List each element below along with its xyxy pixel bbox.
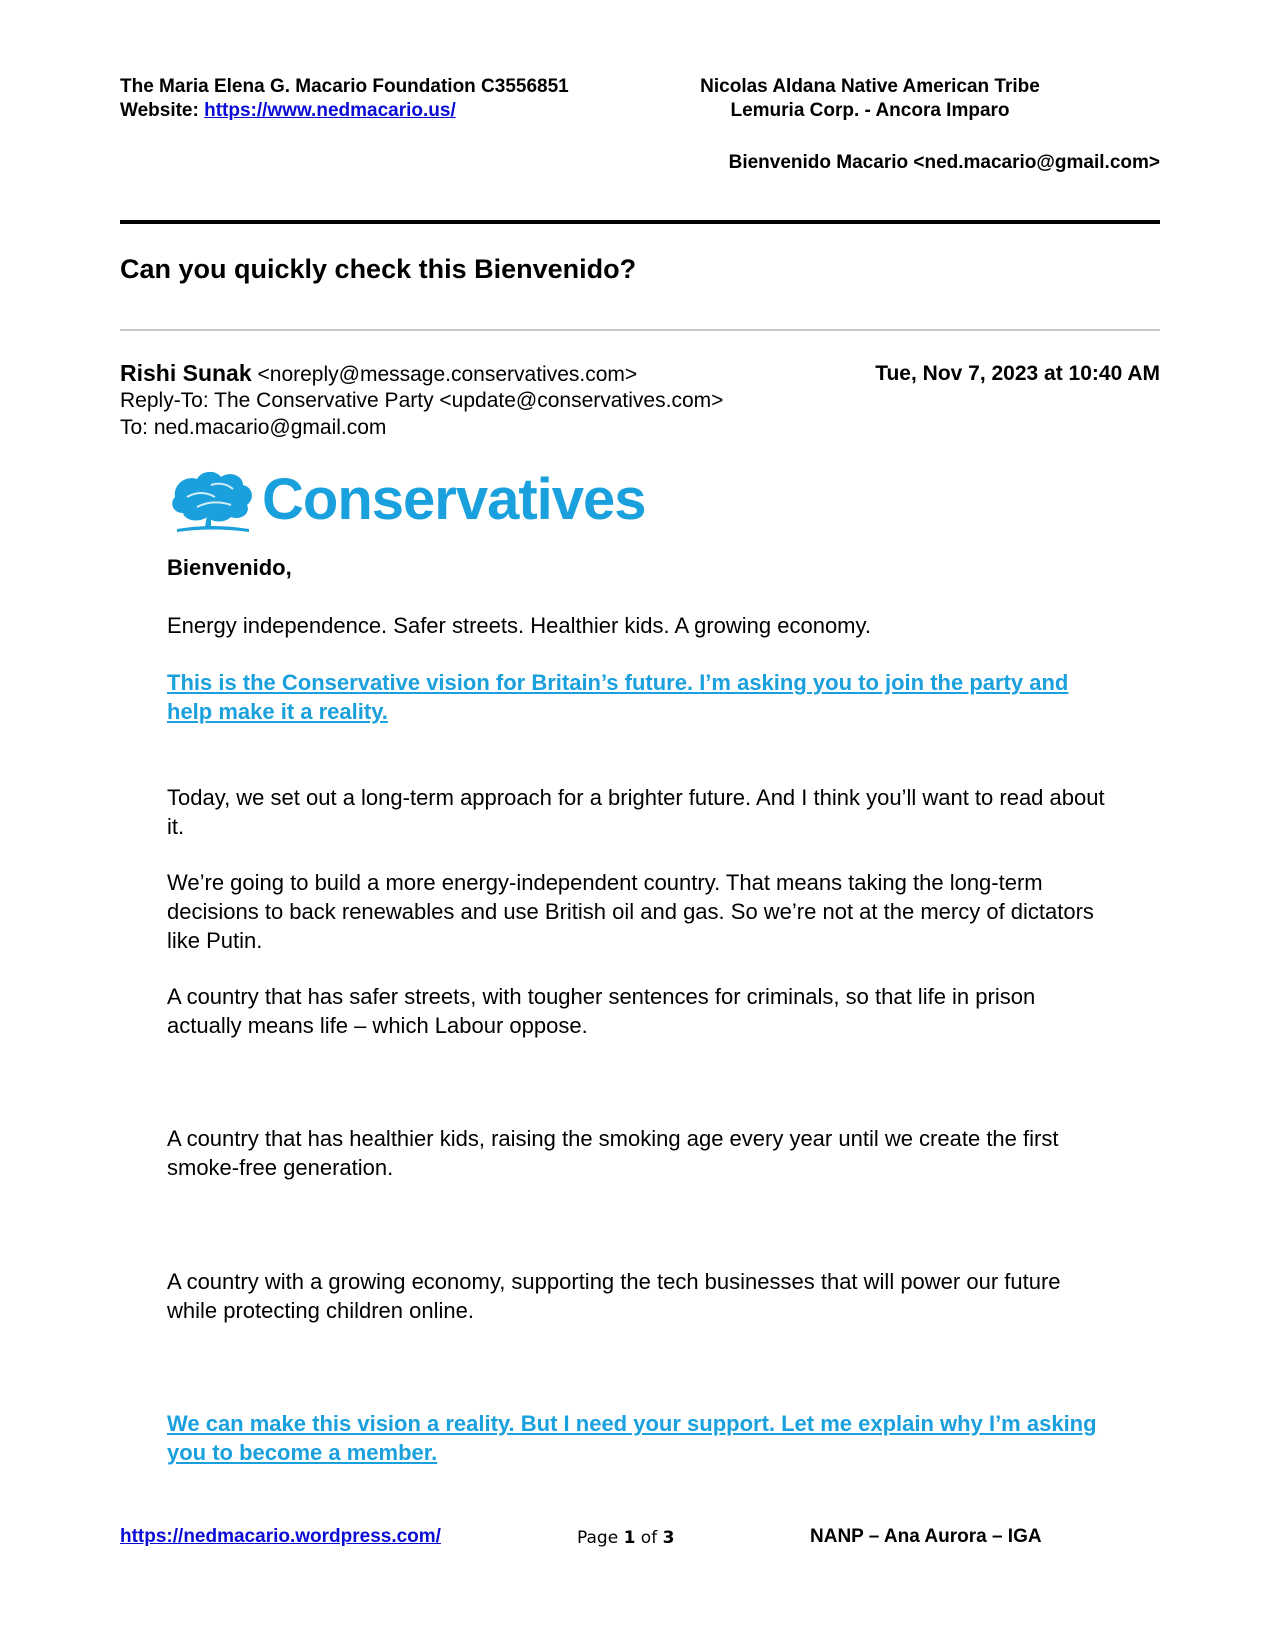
subject-divider xyxy=(120,329,1160,331)
website-link[interactable]: https://www.nedmacario.us/ xyxy=(204,100,456,121)
foundation-name: The Maria Elena G. Macario Foundation C3556851 xyxy=(120,76,569,97)
sender-name: Rishi Sunak xyxy=(120,360,252,386)
email-subject: Can you quickly check this Bienvenido? xyxy=(120,254,637,284)
page-number xyxy=(577,1528,674,1548)
join-party-link[interactable]: This is the Conservative vision for Britain’s future. I’m asking you to join the party and help make it a reality. xyxy=(167,670,1069,724)
header-divider xyxy=(120,220,1160,224)
conservatives-logo-text: Conservatives xyxy=(262,467,646,532)
footer-link-wrap xyxy=(120,1526,441,1548)
website-line xyxy=(120,99,456,123)
paragraph-energy: We’re going to build a more energy-independent country. That means taking the long-term decisions to back renewables and use British oil and gas. So we’re not at the mercy of dictators like Putin. xyxy=(167,870,1094,953)
page-current: 1 xyxy=(623,1528,636,1548)
greeting: Bienvenido, xyxy=(167,555,292,580)
page-prefix: Page xyxy=(577,1528,624,1548)
recipient: To: ned.macario@gmail.com xyxy=(120,416,387,439)
become-member-link[interactable]: We can make this vision a reality. But I need your support. Let me explain why I’m asking you to become a member. xyxy=(167,1411,1097,1465)
email-date: Tue, Nov 7, 2023 at 10:40 AM xyxy=(875,362,1160,385)
paragraph-approach: Today, we set out a long-term approach for a brighter future. And I think you’ll want to read about it. xyxy=(167,785,1105,839)
corp-name: Lemuria Corp. - Ancora Imparo xyxy=(730,100,1010,121)
reply-to: Reply-To: The Conservative Party <update@conservatives.com> xyxy=(120,389,724,412)
website-label: Website: xyxy=(120,100,205,121)
oak-tree-icon xyxy=(167,467,257,537)
intro-paragraph: Energy independence. Safer streets. Healthier kids. A growing economy. xyxy=(167,613,871,638)
tribe-name: Nicolas Aldana Native American Tribe xyxy=(700,76,1040,97)
paragraph-economy: A country with a growing economy, supporting the tech businesses that will power our future while protecting children online. xyxy=(167,1269,1061,1323)
footer-website-link[interactable]: https://nedmacario.wordpress.com/ xyxy=(120,1526,441,1547)
paragraph-kids: A country that has healthier kids, raising the smoking age every year until we create the first smoke-free generation. xyxy=(167,1126,1059,1180)
page-total: 3 xyxy=(662,1528,675,1548)
account-owner: Bienvenido Macario <ned.macario@gmail.com> xyxy=(728,152,1160,173)
footer-right-text: NANP – Ana Aurora – IGA xyxy=(810,1526,1042,1547)
sender-line xyxy=(120,360,637,388)
sender-email: <noreply@message.conservatives.com> xyxy=(257,363,638,386)
paragraph-streets: A country that has safer streets, with tougher sentences for criminals, so that life in prison actually means life – which Labour oppose. xyxy=(167,984,1036,1038)
page-of: of xyxy=(635,1528,663,1548)
